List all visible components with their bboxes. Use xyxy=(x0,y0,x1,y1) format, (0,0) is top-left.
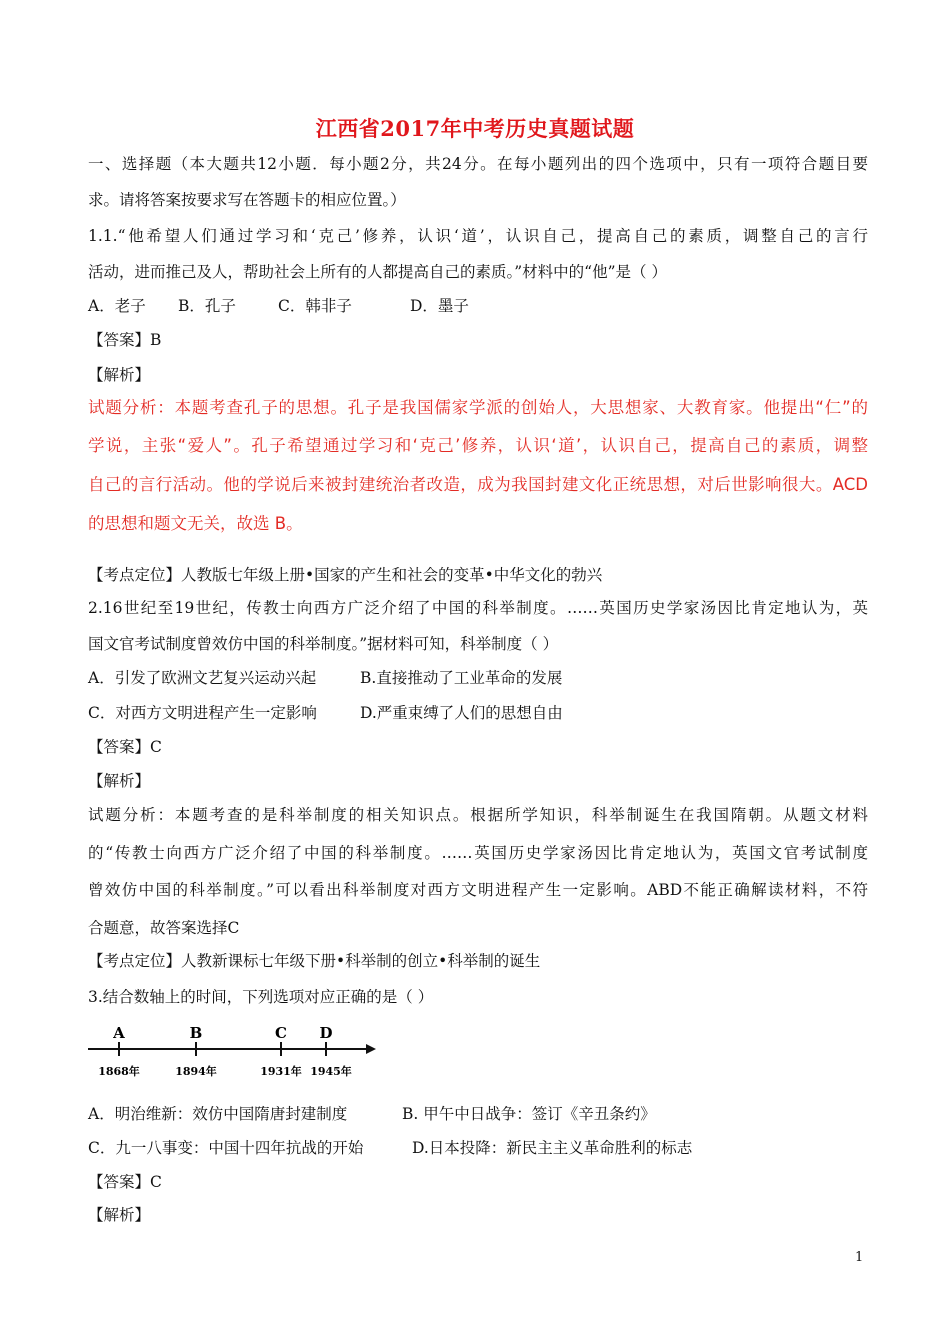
q1-analysis-line-3: 自己的言行活动。他的学说后来被封建统治者改造，成为我国封建文化正统思想，对后世影响很大。ACD xyxy=(88,475,868,494)
q1-knowledge-point: 【考点定位】人教版七年级上册•国家的产生和社会的变革•中华文化的勃兴 xyxy=(88,566,603,584)
q2-option-b: B.直接推动了工业革命的发展 xyxy=(360,669,563,687)
section-instructions-line-2: 求。请将答案按要求写在答题卡的相应位置。） xyxy=(88,191,406,209)
q1-analysis-line-4: 的思想和题文无关，故选 B。 xyxy=(88,514,303,533)
q2-analysis-line-2: 的“传教士向西方广泛介绍了中国的科举制度。……英国历史学家汤因比肯定地认为，英国文官考试制度 xyxy=(88,844,868,862)
q2-analysis-line-1: 试题分析：本题考查的是科举制度的相关知识点。根据所学知识，科举制诞生在我国隋朝。从题文材料 xyxy=(88,806,868,824)
q2-analysis-line-4: 合题意，故答案选择C xyxy=(88,919,240,937)
q3-answer: 【答案】C xyxy=(88,1173,162,1191)
q3-stem: 3.结合数轴上的时间，下列选项对应正确的是（ ） xyxy=(88,988,434,1006)
q1-analysis-line-2: 学说，主张“爱人”。孔子希望通过学习和‘克己’修养，认识‘道’，认识自己，提高自己的素质，调整 xyxy=(88,436,868,455)
q1-analysis-label: 【解析】 xyxy=(88,366,151,384)
timeline-letter-c: C xyxy=(275,1024,287,1042)
q2-stem-line-2: 国文官考试制度曾效仿中国的科举制度。”据材料可知，科举制度（ ） xyxy=(88,635,559,653)
q1-analysis-line-1: 试题分析：本题考查孔子的思想。孔子是我国儒家学派的创始人，大思想家、大教育家。他提出“仁”的 xyxy=(88,398,868,417)
q2-stem-line-1: 2.16世纪至19世纪，传教士向西方广泛介绍了中国的科举制度。……英国历史学家汤因比肯定地认为，英 xyxy=(88,599,868,617)
q2-option-d: D.严重束缚了人们的思想自由 xyxy=(360,704,563,722)
q1-stem-line-1: 1.1.“他希望人们通过学习和‘克己’修养，认识‘道’，认识自己，提高自己的素质，调整自己的言行 xyxy=(88,227,868,245)
timeline-year-a: 1868年 xyxy=(98,1065,140,1078)
page-number: 1 xyxy=(855,1250,864,1265)
q3-option-a: A．明治维新：效仿中国隋唐封建制度 xyxy=(88,1105,348,1123)
timeline-letter-a: A xyxy=(113,1024,125,1042)
timeline-letter-d: D xyxy=(319,1024,333,1042)
section-instructions-line-1: 一、选择题（本大题共12小题．每小题2分，共24分。在每小题列出的四个选项中，只有一项符合题目要 xyxy=(88,155,868,173)
q2-answer: 【答案】C xyxy=(88,738,162,756)
q1-stem-line-2: 活动，进而推己及人，帮助社会上所有的人都提高自己的素质。”材料中的“他”是（ ） xyxy=(88,263,667,281)
q2-analysis-line-3: 曾效仿中国的科举制度。”可以看出科举制度对西方文明进程产生一定影响。ABD不能正确解读材料，不符 xyxy=(88,881,868,899)
timeline-letter-b: B xyxy=(189,1024,203,1042)
q3-option-b: B. 甲午中日战争：签订《辛丑条约》 xyxy=(402,1105,656,1123)
q3-option-c: C．九一八事变：中国十四年抗战的开始 xyxy=(88,1139,364,1157)
timeline-year-b: 1894年 xyxy=(175,1065,217,1078)
page-title: 江西省2017年中考历史真题试题 xyxy=(315,116,635,141)
timeline-year-d: 1945年 xyxy=(310,1065,352,1078)
q1-option-a: A．老子 xyxy=(88,297,146,315)
q3-option-d: D.日本投降：新民主主义革命胜利的标志 xyxy=(412,1139,693,1157)
timeline-year-c: 1931年 xyxy=(260,1065,302,1078)
q2-knowledge-point: 【考点定位】人教新课标七年级下册•科举制的创立•科举制的诞生 xyxy=(88,952,541,970)
q3-timeline-figure xyxy=(86,1018,386,1082)
q1-option-b: B．孔子 xyxy=(178,297,236,315)
q2-analysis-label: 【解析】 xyxy=(88,772,151,790)
q1-option-d: D．墨子 xyxy=(410,297,469,315)
timeline-arrow-icon xyxy=(366,1044,376,1054)
q3-analysis-label: 【解析】 xyxy=(88,1206,151,1224)
q1-option-c: C．韩非子 xyxy=(278,297,352,315)
q2-option-a: A．引发了欧洲文艺复兴运动兴起 xyxy=(88,669,317,687)
q1-answer: 【答案】B xyxy=(88,331,162,349)
q2-option-c: C．对西方文明进程产生一定影响 xyxy=(88,704,317,722)
